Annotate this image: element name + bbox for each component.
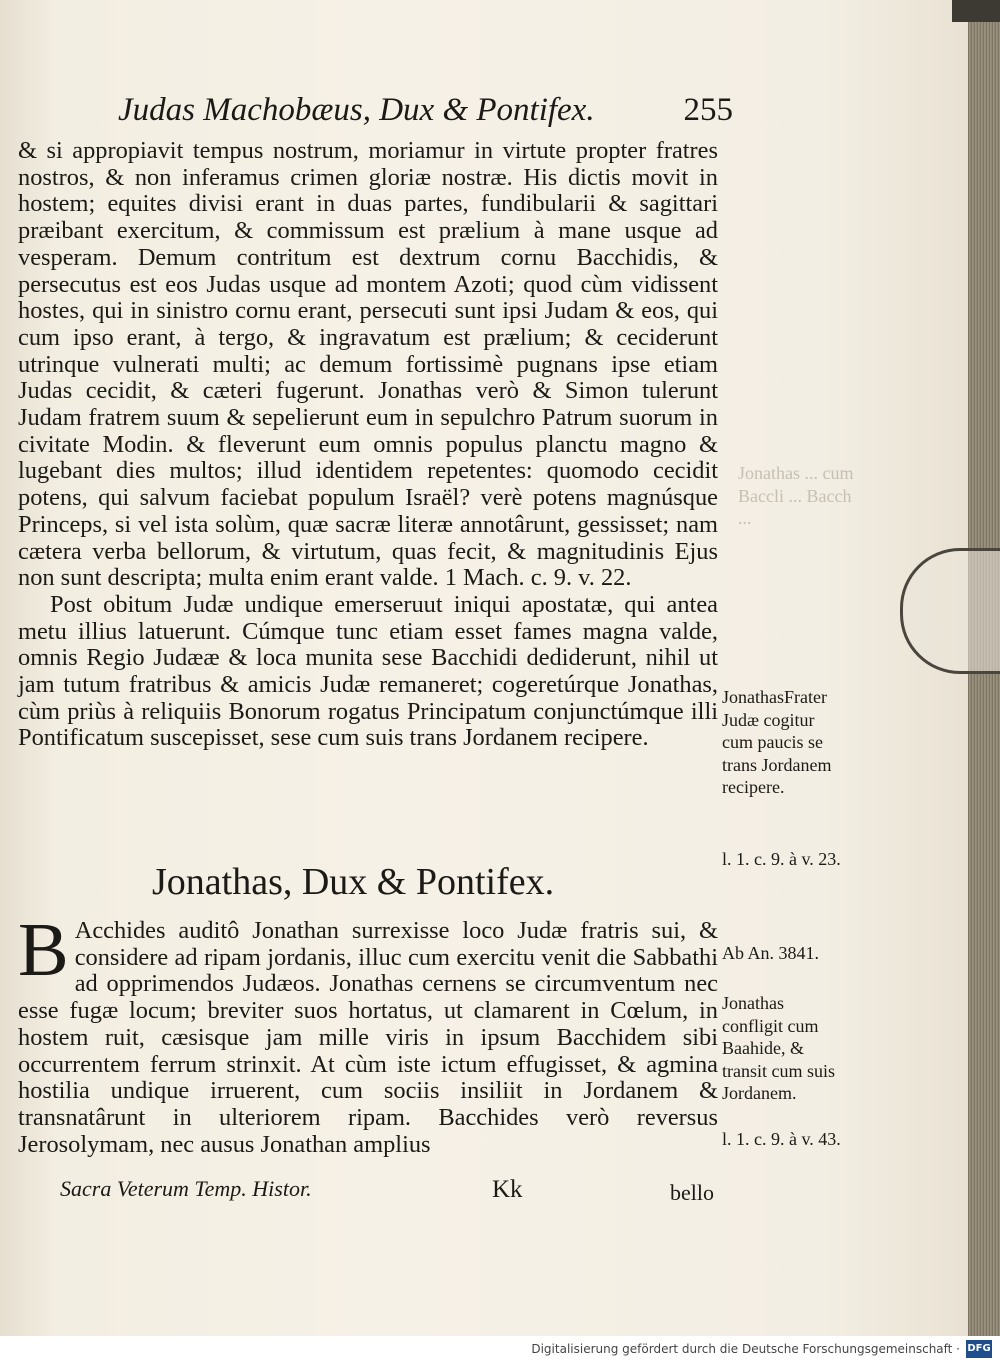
paragraph-2: Post obitum Judæ undique emerseruut iniqui apostatæ, qui antea metu illius latuerunt. Cúmque tunc etiam esset fames magna valde, omnis Regio Judææ & loca munita sese Bacchidi dediderunt, nihil ut jam tutum fratribus & amicis Judæ remaneret; cogeretúrque Jonathas, cùm priùs à reliquiis Bonorum rogatus Principatum conjunctúmque illi Pontificatum suscepisset, sese cum suis trans Jordanem recipere.	[18, 590, 718, 752]
paragraph-1: & si appropiavit tempus nostrum, moriamur in virtute propter fratres nostros, & non inferamus crimen gloriæ nostræ. His dictis movit in hostem; equites divisi erant in duas partes, fundibularii & sagittari præibant exercitum, & commissum est prælium à mane usque ad vesperam. Demum contritum est dextrum cornu Bacchidis, & persecutus est eos Judas usque ad montem Azoti; quod cùm vidissent hostes, qui in sinistro cornu erant, persecuti sunt ipsi Judam & eos, qui cum ipso erant, à tergo, & ingravatum est prælium; & ceciderunt utrinque vulnerati multi; ac demum fortissimè pugnans ipse etiam Judas cecidit, & cæteri fugerunt. Jonathas verò & Simon tulerunt Judam fratrem suum & sepelierunt eum in sepulchro Patrum suorum in civitate Modin. & fleverunt eum omnis populus planctu magno & lugebant dies multos; illud identidem repetentes: quomodo cecidit potens, qui salvum faciebat populum Israël? verè potens magnúsque Princeps, si vel ista solùm, quæ sacræ literæ annotârunt, gessisset; nam cætera verba bellorum, & virtutum, quas fecit, & magnitudinis Ejus non sunt descripta; multa enim erant valde. 1 Mach. c. 9. v. 22.	[18, 137, 718, 592]
dfg-logo: DFG	[966, 1340, 992, 1358]
margin-note-faded: Jonathas ... cum Baccli ... Bacch ...	[738, 463, 854, 528]
drop-capital: B	[18, 908, 69, 992]
page-number: 255	[683, 92, 733, 128]
section-heading: Jonathas, Dux & Pontifex.	[152, 861, 555, 903]
running-header	[118, 92, 733, 132]
margin-note-2-year: Ab An. 3841.	[722, 943, 820, 963]
binding-corner	[952, 0, 1000, 22]
margin-note-2-reference: l. 1. c. 9. à v. 43.	[722, 1129, 841, 1149]
margin-note-1-reference: l. 1. c. 9. à v. 23.	[722, 849, 841, 869]
page-footer	[60, 1176, 714, 1208]
running-title: Judas Machobæus, Dux & Pontifex.	[118, 92, 595, 128]
section-paragraph: Acchides auditô Jonathan surrexisse loco Judæ fratris sui, & considere ad ripam jordanis, illuc cum exercitu venit die Sabbathi ad opprimendos Judæos. Jonathas cernens se circumventum nec esse fugæ locum; breviter suos hortatus, ut clamarent in Cœlum, in hostem ruit, cæsisque jam mille viris in ipsum Bacchidem sibi occurrentem ferrum strinxit. At cùm iste ictum effugisset, & agmina hostilia undique irruerent, cum sociis insiliit in Jordanem & transnatârunt in ulteriorem ripam. Bacchides verò reversus Jerosolymam, nec ausus Jonathan amplius	[18, 917, 718, 1158]
section-text	[18, 908, 718, 1158]
signature-mark: Kk	[492, 1176, 523, 1203]
catchword: bello	[670, 1180, 714, 1205]
margin-note-2: Jonathas confligit cum Baahide, & transit cum suis Jordanem.	[722, 993, 835, 1103]
signature-text: Sacra Veterum Temp. Histor.	[60, 1176, 312, 1201]
margin-note-1: JonathasFrater Judæ cogitur cum paucis se trans Jordanem recipere.	[722, 687, 832, 797]
main-text	[18, 138, 718, 752]
credit-text: Digitalisierung gefördert durch die Deutsche Forschungsgemeinschaft ·	[531, 1342, 960, 1356]
credit-bar	[0, 1336, 1000, 1364]
